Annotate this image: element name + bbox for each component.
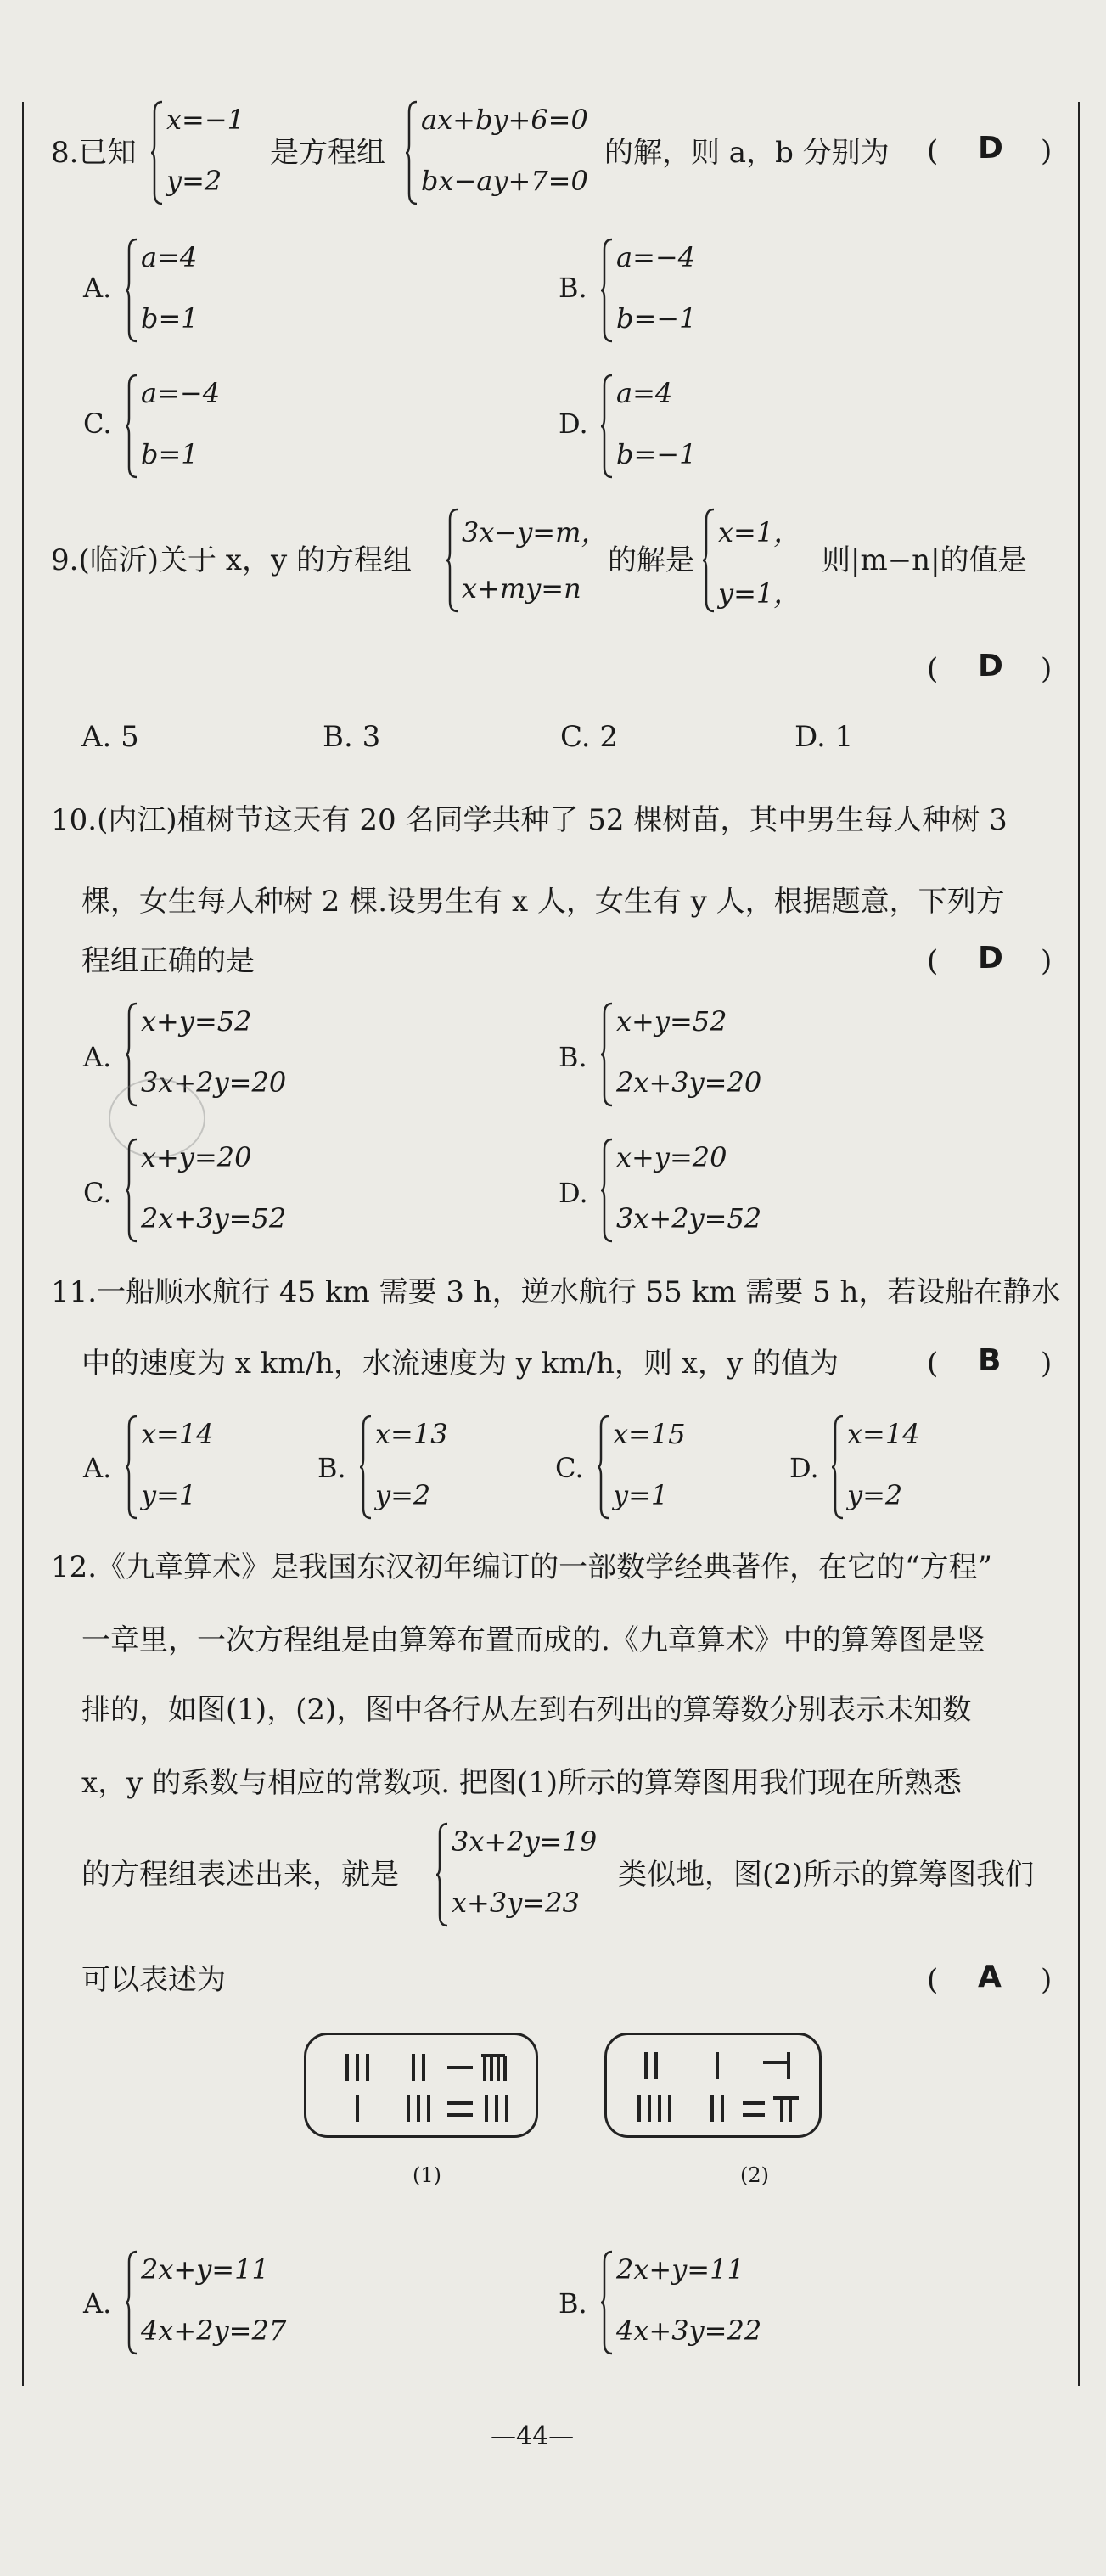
- q12-system-line-1: 3x+2y=19: [452, 1825, 598, 1858]
- rod: [505, 2095, 508, 2122]
- option-line: y=2: [375, 1479, 431, 1511]
- option-line: 3x+2y=52: [616, 1202, 762, 1235]
- option-line: b=−1: [616, 438, 697, 470]
- q9-option-c: C. 2: [560, 720, 619, 754]
- q10-option-a-label: A.: [83, 1041, 112, 1073]
- rod: [658, 2095, 661, 2122]
- q11-option-d-label: D.: [789, 1452, 819, 1484]
- rod: [356, 2095, 359, 2122]
- option-line: y=2: [847, 1479, 903, 1511]
- answer-paren-open: (: [927, 1347, 939, 1381]
- q8-option-d-label: D.: [559, 408, 588, 440]
- brace-icon: [601, 2250, 613, 2355]
- q11-option-a-label: A.: [83, 1452, 112, 1484]
- figure-2-caption: (2): [740, 2163, 769, 2187]
- rod: [483, 2056, 486, 2081]
- q8-prefix: 8.已知: [51, 136, 137, 170]
- option-line: x=14: [847, 1418, 920, 1450]
- q10-answer: D: [978, 941, 1003, 976]
- q8-given-line-2: y=2: [166, 165, 222, 197]
- q12-line-3: 排的，如图(1)，(2)，图中各行从左到右列出的算筹数分别表示未知数: [81, 1693, 972, 1727]
- brace-icon: [151, 100, 163, 205]
- q8-system-line-2: bx−ay+7=0: [421, 165, 588, 197]
- q9-system-line-2: x+my=n: [462, 572, 581, 605]
- option-line: a=−4: [616, 241, 696, 273]
- option-line: b=−1: [616, 302, 697, 335]
- q11-option-c-label: C.: [555, 1452, 584, 1484]
- option-line: y=1: [613, 1479, 669, 1511]
- rod: [654, 2052, 658, 2079]
- brace-icon: [832, 1415, 844, 1520]
- counting-rod-figure-2: [604, 2033, 822, 2138]
- right-margin-line: [1078, 102, 1080, 2386]
- rod: [773, 2096, 799, 2100]
- brace-icon: [126, 238, 138, 343]
- q12-answer: A: [978, 1960, 1002, 1994]
- rod: [789, 2098, 792, 2122]
- counting-rod-figure-1: [304, 2033, 538, 2138]
- q9-option-b: B. 3: [323, 720, 381, 754]
- option-line: x+y=20: [616, 1141, 727, 1173]
- rod: [668, 2095, 671, 2122]
- option-line: a=4: [616, 377, 673, 409]
- answer-paren-close: ): [1041, 652, 1053, 686]
- rod: [787, 2052, 790, 2079]
- answer-paren-open: (: [927, 944, 939, 978]
- option-line: b=1: [141, 302, 199, 335]
- brace-icon: [601, 374, 613, 479]
- q9-solution-line-2: y=1，: [718, 577, 801, 610]
- rod: [743, 2113, 765, 2117]
- q8-mid: 是方程组: [270, 136, 385, 170]
- q8-given-line-1: x=−1: [166, 104, 245, 136]
- brace-icon: [446, 508, 458, 613]
- brace-icon: [126, 1415, 138, 1520]
- option-line: 2x+3y=52: [141, 1202, 287, 1235]
- rod: [716, 2052, 719, 2079]
- rod: [356, 2054, 359, 2081]
- q8-system-line-1: ax+by+6=0: [421, 104, 588, 136]
- q9-solution-line-1: x=1，: [718, 516, 801, 548]
- rod: [412, 2054, 415, 2081]
- rod: [780, 2098, 783, 2122]
- rod: [485, 2095, 488, 2122]
- q8-suffix: 的解，则 a，b 分别为: [604, 136, 890, 170]
- q11-answer: B: [978, 1343, 1002, 1378]
- option-line: x+y=52: [141, 1005, 252, 1038]
- q9-system-line-1: 3x−y=m，: [462, 516, 609, 548]
- option-line: 2x+y=11: [616, 2253, 744, 2286]
- brace-icon: [598, 1415, 609, 1520]
- option-line: b=1: [141, 438, 199, 470]
- rod: [427, 2095, 430, 2122]
- option-line: 2x+y=11: [141, 2253, 269, 2286]
- q12-line-6: 可以表述为: [81, 1963, 226, 1997]
- brace-icon: [436, 1822, 448, 1927]
- option-line: a=4: [141, 241, 198, 273]
- q8-option-a-label: A.: [83, 272, 112, 304]
- q12-system-line-2: x+3y=23: [452, 1887, 580, 1919]
- answer-paren-open: (: [927, 134, 939, 168]
- rod: [407, 2095, 410, 2122]
- rod: [447, 2101, 473, 2105]
- page-number: —44—: [491, 2421, 575, 2451]
- q12-line-2: 一章里，一次方程组是由算筹布置而成的.《九章算术》中的算筹图是竖: [81, 1623, 985, 1657]
- rod: [644, 2052, 648, 2079]
- q11-line-2: 中的速度为 x km/h，水流速度为 y km/h，则 x，y 的值为: [81, 1347, 839, 1381]
- rod: [345, 2054, 349, 2081]
- option-line: 2x+3y=20: [616, 1066, 762, 1099]
- brace-icon: [126, 374, 138, 479]
- q9-answer: D: [978, 649, 1003, 683]
- brace-icon: [126, 2250, 138, 2355]
- q9-option-d: D. 1: [794, 720, 854, 754]
- rod: [637, 2095, 641, 2122]
- option-line: x+y=20: [141, 1141, 252, 1173]
- rod: [495, 2095, 498, 2122]
- brace-icon: [601, 1138, 613, 1243]
- q8-option-c-label: C.: [83, 408, 112, 440]
- answer-paren-close: ): [1041, 1963, 1053, 1997]
- q10-option-d-label: D.: [559, 1177, 588, 1209]
- rod: [422, 2054, 425, 2081]
- q8-answer: D: [978, 131, 1003, 166]
- option-line: x+y=52: [616, 1005, 727, 1038]
- q10-option-b-label: B.: [559, 1041, 587, 1073]
- rod: [710, 2095, 714, 2122]
- q10-line-3: 程组正确的是: [81, 944, 255, 978]
- rod: [503, 2056, 507, 2081]
- q11-line-1: 11.一船顺水航行 45 km 需要 3 h，逆水航行 55 km 需要 5 h，若设船在静水: [51, 1275, 1061, 1309]
- q12-line-5-prefix: 的方程组表述出来，就是: [81, 1858, 399, 1892]
- brace-icon: [601, 1002, 613, 1107]
- rod: [447, 2066, 473, 2069]
- q12-line-1: 12.《九章算术》是我国东汉初年编订的一部数学经典著作，在它的“方程”: [51, 1550, 992, 1584]
- rod: [447, 2113, 473, 2117]
- q9-option-a: A. 5: [81, 720, 139, 754]
- rod: [497, 2056, 500, 2081]
- rod: [721, 2095, 724, 2122]
- answer-paren-close: ): [1041, 944, 1053, 978]
- option-line: 3x+2y=20: [141, 1066, 287, 1099]
- q10-line-2: 棵，女生每人种树 2 棵.设男生有 x 人，女生有 y 人，根据题意，下列方: [81, 885, 1005, 919]
- left-margin-line: [22, 102, 24, 2386]
- q9-prefix: 9.(临沂)关于 x，y 的方程组: [51, 543, 412, 577]
- q12-line-4: x，y 的系数与相应的常数项. 把图(1)所示的算筹图用我们现在所熟悉: [81, 1766, 962, 1800]
- option-line: a=−4: [141, 377, 221, 409]
- option-line: x=14: [141, 1418, 214, 1450]
- answer-paren-open: (: [927, 1963, 939, 1997]
- option-line: y=1: [141, 1479, 197, 1511]
- rod: [648, 2095, 651, 2122]
- answer-paren-close: ): [1041, 1347, 1053, 1381]
- brace-icon: [360, 1415, 372, 1520]
- brace-icon: [406, 100, 418, 205]
- rod: [417, 2095, 420, 2122]
- brace-icon: [126, 1138, 138, 1243]
- q12-line-5-suffix: 类似地，图(2)所示的算筹图我们: [618, 1858, 1035, 1892]
- answer-paren-open: (: [927, 652, 939, 686]
- rod: [366, 2054, 369, 2081]
- q12-option-b-label: B.: [559, 2287, 587, 2320]
- brace-icon: [601, 238, 613, 343]
- rod: [743, 2101, 765, 2105]
- figure-1-caption: (1): [413, 2163, 441, 2187]
- q10-line-1: 10.(内江)植树节这天有 20 名同学共种了 52 棵树苗，其中男生每人种树 3: [51, 803, 1008, 837]
- option-line: 4x+3y=22: [616, 2314, 762, 2347]
- q11-option-b-label: B.: [317, 1452, 346, 1484]
- q9-suffix: 则|m−n|的值是: [822, 543, 1027, 577]
- option-line: 4x+2y=27: [141, 2314, 287, 2347]
- option-line: x=15: [613, 1418, 686, 1450]
- rod: [490, 2056, 493, 2081]
- brace-icon: [703, 508, 715, 613]
- q8-option-b-label: B.: [559, 272, 587, 304]
- q10-option-c-label: C.: [83, 1177, 112, 1209]
- rod: [763, 2061, 789, 2064]
- q9-mid: 的解是: [608, 543, 694, 577]
- option-line: x=13: [375, 1418, 448, 1450]
- q12-option-a-label: A.: [83, 2287, 112, 2320]
- answer-paren-close: ): [1041, 134, 1053, 168]
